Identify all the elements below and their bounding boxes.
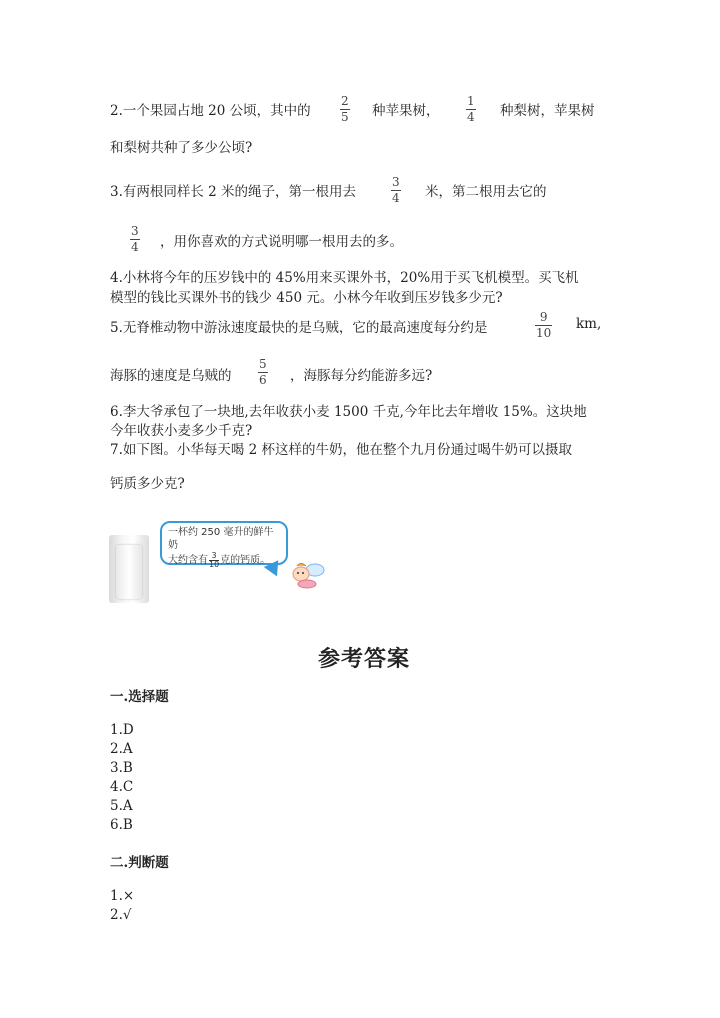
q2-fraction-2 (466, 95, 476, 124)
q3-fraction-1 (391, 176, 401, 205)
q3-text-a: 3.有两根同样长 2 米的绳子，第一根用去 (110, 184, 357, 200)
q5-text-c: 海豚的速度是乌贼的 (110, 368, 232, 384)
section-choice: 一.选择题 (110, 689, 169, 705)
q5-text-d: ，海豚每分约能游多远? (290, 368, 433, 384)
denominator: 4 (131, 240, 139, 254)
numerator: 2 (341, 94, 349, 108)
q2-text-a: 2.一个果园占地 20 公顷，其中的 (110, 103, 311, 119)
judge-answer: 1.× (110, 888, 135, 904)
q7-line1: 7.如下图。小华每天喝 2 杯这样的牛奶，他在整个九月份通过喝牛奶可以摄取 (110, 442, 573, 458)
q3-fraction-2 (130, 225, 140, 254)
q6-line2: 今年收获小麦多少千克? (110, 423, 253, 439)
bubble-line1: 一杯约 250 毫升的鲜牛奶 (168, 527, 274, 551)
section-judge: 二.判断题 (110, 855, 169, 871)
choice-answer: 1.D (110, 722, 134, 738)
q2-fraction-1 (340, 95, 350, 124)
q5-fraction-1 (535, 311, 552, 340)
q5-text-a: 5.无脊椎动物中游泳速度最快的是乌贼，它的最高速度每分约是 (110, 320, 488, 336)
numerator: 3 (131, 224, 139, 238)
choice-answer: 5.A (110, 798, 133, 814)
q7-line2: 钙质多少克? (110, 476, 185, 492)
bubble-pre: 大约含有 (168, 555, 208, 566)
answers-title: 参考答案 (318, 646, 411, 672)
denominator: 10 (209, 560, 220, 569)
choice-answer: 6.B (110, 817, 133, 833)
q2-line2: 和梨树共种了多少公顷? (110, 140, 253, 156)
numerator: 9 (539, 310, 548, 324)
bubble-post: 克的钙质。 (220, 555, 271, 566)
choice-answer: 3.B (110, 760, 133, 776)
numerator: 3 (392, 175, 400, 189)
denominator: 5 (341, 110, 349, 124)
denominator: 10 (536, 326, 552, 340)
choice-answer-list (110, 721, 134, 835)
choice-answer: 2.A (110, 741, 133, 757)
q2-text-b: 种苹果树， (372, 103, 440, 119)
q5-text-b: km, (576, 316, 602, 332)
denominator: 4 (467, 110, 475, 124)
q4-line2: 模型的钱比买课外书的钱少 450 元。小林今年收到压岁钱多少元? (110, 290, 503, 306)
denominator: 4 (392, 191, 400, 205)
numerator: 1 (467, 94, 475, 108)
speech-bubble (160, 521, 288, 569)
numerator: 3 (211, 551, 217, 560)
q3-text-c: ，用你喜欢的方式说明哪一根用去的多。 (160, 234, 403, 250)
choice-answer: 4.C (110, 779, 134, 795)
judge-answer: 2.√ (110, 907, 132, 923)
denominator: 6 (259, 373, 267, 387)
q6-line1: 6.李大爷承包了一块地,去年收获小麦 1500 千克,今年比去年增收 15%。这块地 (110, 404, 587, 420)
q4-line1: 4.小林将今年的压岁钱中的 45%用来买课外书，20%用于买飞机模型。买飞机 (110, 270, 579, 286)
judge-answer-list (110, 887, 134, 925)
milk-glass-image (109, 535, 149, 603)
bubble-fraction (209, 552, 219, 569)
q3-text-b: 米，第二根用去它的 (425, 184, 547, 200)
q5-fraction-2 (258, 358, 268, 387)
numerator: 5 (259, 357, 267, 371)
q2-text-c: 种梨树，苹果树 (500, 103, 595, 119)
angel-icon (283, 560, 327, 590)
